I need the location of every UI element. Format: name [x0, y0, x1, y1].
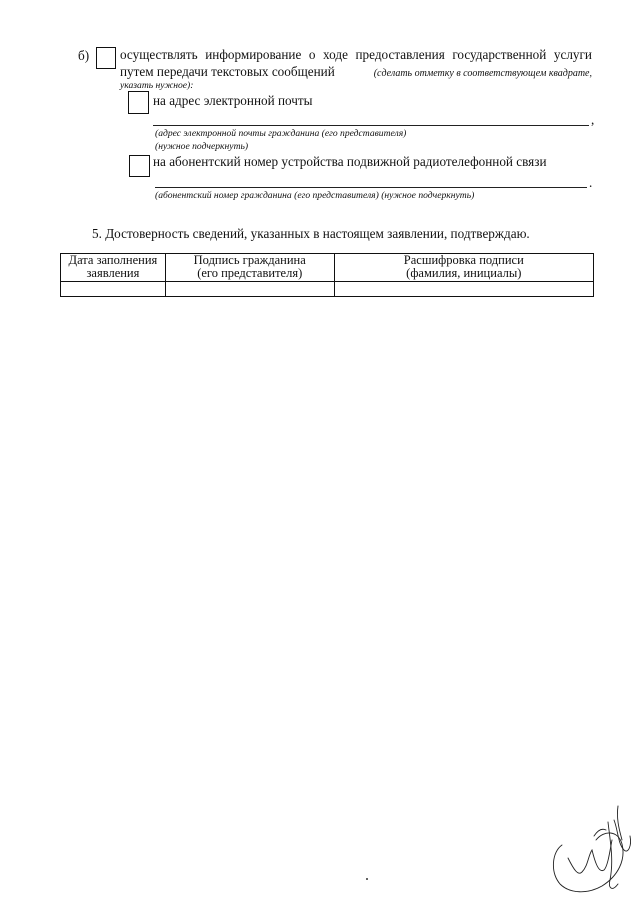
inform-line-2-hint: (сделать отметку в соответствующем квадрате,	[373, 68, 592, 79]
inform-line-2-text: путем передачи текстовых сообщений	[120, 64, 335, 79]
header-name	[334, 254, 593, 282]
header-date-line2: заявления	[86, 266, 140, 280]
handwritten-signature-icon	[548, 800, 638, 900]
inform-line-1: осуществлять информирование о ходе предоставления государственной услуги	[120, 47, 592, 62]
checkbox-phone[interactable]	[129, 155, 150, 177]
phone-option-label: на абонентский номер устройства подвижной радиотелефонной связи	[153, 154, 547, 169]
header-signature-line2: (его представителя)	[197, 266, 303, 280]
phone-number-line[interactable]	[155, 187, 587, 188]
inform-line-3-hint: указать нужное):	[120, 80, 194, 91]
scan-speck	[366, 878, 368, 880]
email-hint-1: (адрес электронной почты гражданина (его представителя)	[155, 128, 407, 139]
item-marker-b: б)	[78, 48, 90, 63]
header-date	[61, 254, 166, 282]
phone-hint: (абонентский номер гражданина (его представителя) (нужное подчеркнуть)	[155, 190, 475, 201]
inform-line-2	[120, 64, 592, 80]
header-name-line2: (фамилия, инициалы)	[406, 266, 522, 280]
cell-name[interactable]	[334, 282, 593, 297]
table-row	[61, 282, 594, 297]
header-date-line1: Дата заполнения	[68, 253, 158, 267]
header-signature-line1: Подпись гражданина	[193, 253, 306, 267]
header-name-line1: Расшифровка подписи	[403, 253, 524, 267]
confirmation-statement: 5. Достоверность сведений, указанных в настоящем заявлении, подтверждаю.	[92, 226, 530, 241]
email-address-line[interactable]	[153, 125, 589, 126]
email-option-label: на адрес электронной почты	[153, 93, 313, 108]
cell-date[interactable]	[61, 282, 166, 297]
cell-signature[interactable]	[165, 282, 334, 297]
table-header-row	[61, 254, 594, 282]
checkbox-email[interactable]	[128, 91, 149, 114]
email-hint-2: (нужное подчеркнуть)	[155, 141, 249, 152]
header-signature	[165, 254, 334, 282]
checkbox-inform[interactable]	[96, 47, 116, 69]
signature-table	[60, 253, 594, 297]
phone-dot: .	[589, 175, 593, 190]
email-comma: ,	[591, 112, 595, 127]
